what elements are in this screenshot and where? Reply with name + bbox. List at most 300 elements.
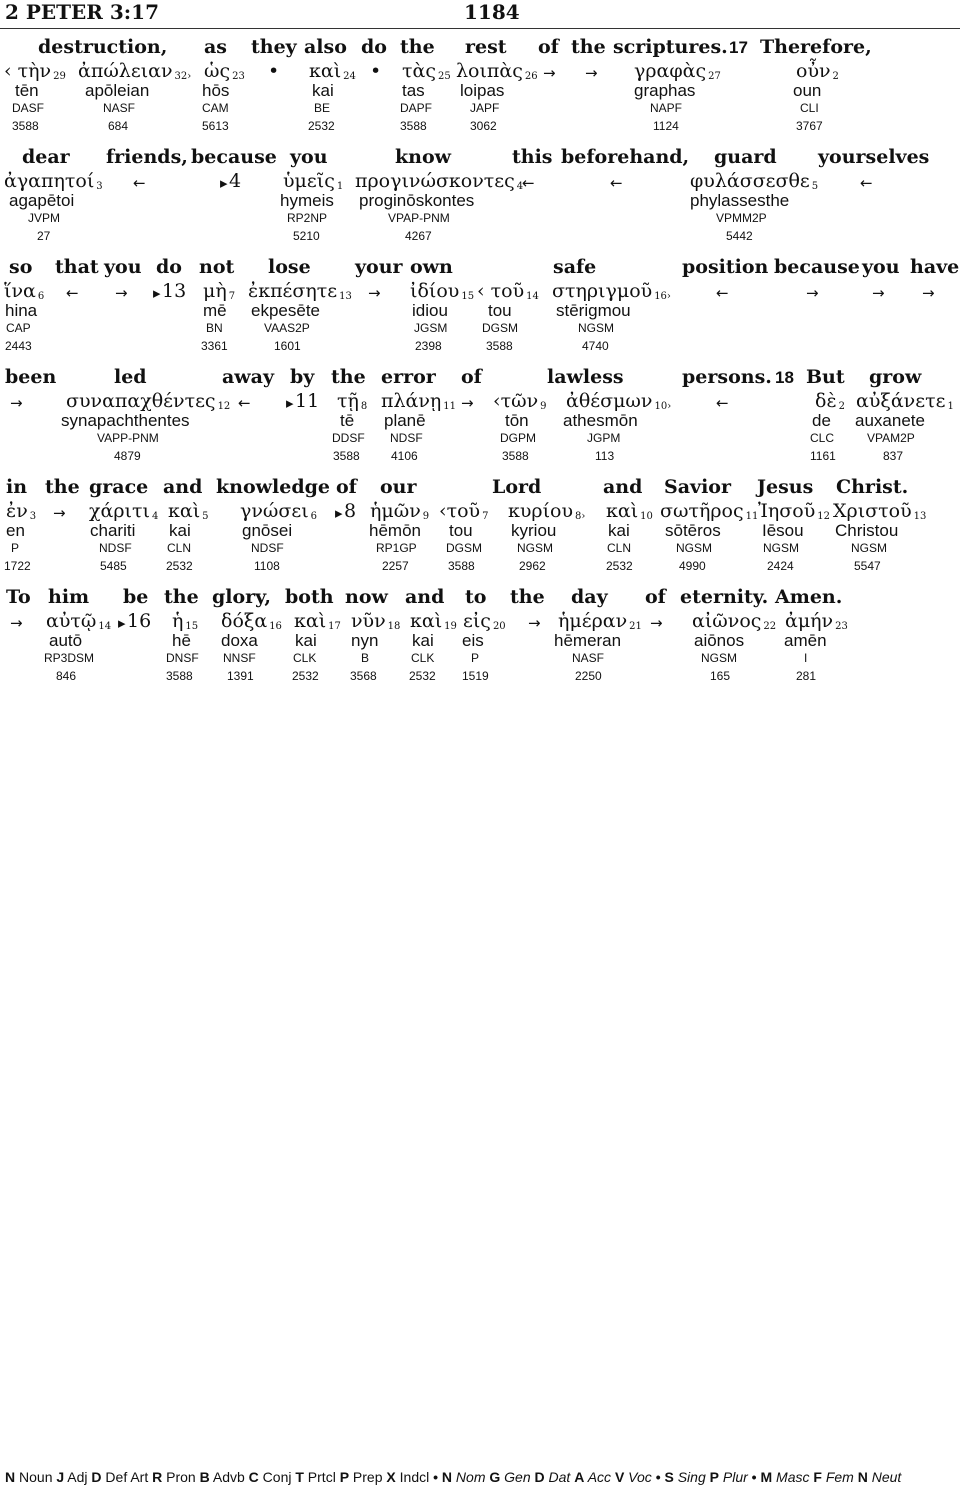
greek-text: προγινώσκοντες xyxy=(355,170,515,192)
legend-key: P xyxy=(709,1469,719,1485)
english-word: you xyxy=(290,146,328,168)
transliteration: synapachthentes xyxy=(61,411,190,430)
greek-text: καὶ xyxy=(606,500,639,522)
english-word: they xyxy=(251,36,297,58)
english-word: scriptures. xyxy=(613,36,728,58)
english-word: position xyxy=(682,256,769,278)
transliteration: doxa xyxy=(221,631,258,650)
greek-word xyxy=(294,610,341,632)
strongs-number: 2250 xyxy=(575,669,602,683)
english-word: this xyxy=(512,146,553,168)
greek-text: ἀπώλειαν xyxy=(78,60,173,82)
strongs-number: 1391 xyxy=(227,669,254,683)
greek-word xyxy=(796,60,839,82)
strongs-number: 1601 xyxy=(274,339,301,353)
english-word: safe xyxy=(553,256,597,278)
transliteration: idiou xyxy=(412,301,448,320)
english-word: by xyxy=(290,366,315,388)
word-order-number: 8 xyxy=(360,401,368,412)
parsing-code: DASF xyxy=(12,101,45,115)
transliteration: eis xyxy=(462,631,484,650)
verse-number: 18 xyxy=(775,368,794,387)
interlinear-row xyxy=(0,256,960,366)
strongs-number: 1722 xyxy=(4,559,31,573)
legend-key: M xyxy=(760,1469,773,1485)
parsing-code: JAPF xyxy=(470,101,500,115)
transliteration: oun xyxy=(793,81,822,100)
legend-key: D xyxy=(534,1469,545,1485)
english-word: of xyxy=(538,36,559,58)
parsing-code: CLC xyxy=(810,431,835,445)
parsing-code: NGSM xyxy=(578,321,614,335)
parsing-code: NASF xyxy=(572,651,605,665)
legend-value: Sing xyxy=(673,1469,706,1485)
word-order-number: 5 xyxy=(202,511,209,522)
word-order-number: 15 xyxy=(185,621,199,632)
greek-text: ἡμέραν xyxy=(558,610,628,632)
strongs-number: 165 xyxy=(710,669,731,683)
parsing-code: DGSM xyxy=(446,541,482,555)
parsing-code: I xyxy=(804,651,808,665)
greek-text: μὴ xyxy=(203,280,227,302)
legend-value: Gen xyxy=(500,1469,531,1485)
parsing-code: JVPM xyxy=(28,211,61,225)
word-order-number: 25 xyxy=(437,71,451,82)
legend-value: Noun xyxy=(15,1469,53,1485)
parsing-code: CLN xyxy=(167,541,192,555)
strongs-number: 2424 xyxy=(767,559,794,573)
greek-text: αἰῶνος xyxy=(692,610,762,632)
parsing-code: VPMM2P xyxy=(716,211,767,225)
parsing-code: NDSF xyxy=(390,431,423,445)
parsing-code: NASF xyxy=(103,101,136,115)
transliteration: loipas xyxy=(460,81,505,100)
greek-word xyxy=(493,390,547,412)
greek-text: • xyxy=(370,60,382,82)
english-word: have xyxy=(910,256,960,278)
transliteration: kai xyxy=(608,521,630,540)
arrow-right-icon: → xyxy=(53,504,66,522)
greek-text: φυλάσσεσθε xyxy=(690,170,810,192)
transliteration: hē xyxy=(172,631,191,650)
transliteration: ekpesēte xyxy=(251,301,320,320)
greek-text: ἵνα xyxy=(4,280,36,302)
english-word: and xyxy=(405,586,445,608)
word-order-number: 11 xyxy=(745,511,759,522)
parsing-code: BE xyxy=(314,101,331,115)
verse-reference: 8 xyxy=(344,500,357,522)
strongs-number: 113 xyxy=(595,449,615,463)
greek-text: νῦν xyxy=(351,610,386,632)
legend-key: • xyxy=(655,1469,661,1485)
marker-icon: ▸ xyxy=(118,614,126,632)
word-order-number: 10› xyxy=(654,401,672,412)
arrow-right-icon: → xyxy=(806,284,819,302)
strongs-number: 2532 xyxy=(292,669,319,683)
arrow-left-icon: ← xyxy=(522,174,535,192)
arrow-left-icon: ← xyxy=(610,174,623,192)
strongs-number: 684 xyxy=(108,119,129,133)
greek-word xyxy=(477,280,539,302)
english-word: him xyxy=(48,586,90,608)
greek-word xyxy=(172,610,198,632)
english-word: so xyxy=(9,256,33,278)
parsing-code: VAPP-PNM xyxy=(97,431,159,445)
verse-reference: 16 xyxy=(127,610,152,632)
greek-text: ‹τοῦ xyxy=(439,500,481,522)
english-word: the xyxy=(164,586,199,608)
transliteration: tou xyxy=(488,301,512,320)
english-word: the xyxy=(571,36,606,58)
legend-value: Prep xyxy=(349,1469,383,1485)
english-word: you xyxy=(862,256,900,278)
legend-key: G xyxy=(489,1469,501,1485)
greek-word xyxy=(439,500,488,522)
english-word: error xyxy=(381,366,436,388)
english-word: now xyxy=(345,586,388,608)
word-order-number: 3 xyxy=(96,181,103,192)
english-word: not xyxy=(199,256,235,278)
strongs-number: 3361 xyxy=(201,339,228,353)
parsing-code: NGSM xyxy=(763,541,799,555)
parsing-code: BN xyxy=(206,321,223,335)
interlinear-row xyxy=(0,366,960,476)
word-order-number: 4 xyxy=(516,181,524,192)
parsing-code: RP2NP xyxy=(287,211,328,225)
greek-text: συναπαχθέντες xyxy=(66,390,216,412)
english-word: Therefore, xyxy=(760,36,872,58)
english-word: in xyxy=(6,476,28,498)
interlinear-row xyxy=(0,586,960,696)
greek-word xyxy=(309,60,356,82)
greek-text: ὡς xyxy=(204,60,231,82)
greek-text: ἀγαπητοί xyxy=(4,170,95,192)
transliteration: auxanete xyxy=(855,411,925,430)
greek-word xyxy=(692,610,776,632)
legend-value: Fem xyxy=(821,1469,854,1485)
english-word: lawless xyxy=(547,366,624,388)
word-order-number: 6 xyxy=(37,291,45,302)
legend-value: Advb xyxy=(209,1469,245,1485)
arrow-right-icon: → xyxy=(543,64,556,82)
parsing-code: NDSF xyxy=(251,541,284,555)
english-word: destruction, xyxy=(38,36,168,58)
greek-word xyxy=(6,500,36,522)
greek-text: κυρίου xyxy=(508,500,574,522)
english-word: grow xyxy=(869,366,922,388)
legend-value: Acc xyxy=(584,1469,612,1485)
english-word: that xyxy=(55,256,99,278)
greek-word xyxy=(402,60,451,82)
interlinear-row xyxy=(0,36,960,146)
greek-word xyxy=(410,610,457,632)
transliteration: chariti xyxy=(90,521,136,540)
english-word: beforehand, xyxy=(561,146,690,168)
strongs-number: 5210 xyxy=(293,229,320,243)
strongs-number: 5613 xyxy=(202,119,229,133)
english-word: eternity. xyxy=(680,586,769,608)
strongs-number: 1108 xyxy=(254,559,280,573)
greek-text: καὶ xyxy=(294,610,327,632)
greek-word xyxy=(203,280,235,302)
transliteration: amēn xyxy=(784,631,827,650)
english-word: know xyxy=(395,146,452,168)
arrow-left-icon: ← xyxy=(238,394,251,412)
verse-reference: 13 xyxy=(162,280,187,302)
greek-word xyxy=(690,170,818,192)
greek-text: Χριστοῦ xyxy=(833,500,912,522)
english-word: Savior xyxy=(664,476,731,498)
word-order-number: 2 xyxy=(838,401,846,412)
transliteration: stērigmou xyxy=(556,301,631,320)
english-word: away xyxy=(222,366,275,388)
greek-word xyxy=(268,60,279,82)
legend-key: P xyxy=(339,1469,350,1485)
legend-key: V xyxy=(614,1469,625,1485)
transliteration: nyn xyxy=(351,631,379,650)
english-word: friends, xyxy=(106,146,188,168)
greek-word xyxy=(856,390,954,412)
legend-key: N xyxy=(441,1469,453,1485)
english-word: be xyxy=(123,586,149,608)
legend-value: Neut xyxy=(867,1469,902,1485)
english-word: as xyxy=(204,36,228,58)
transliteration: phylassesthe xyxy=(690,191,790,210)
greek-word xyxy=(566,390,671,412)
transliteration: hōs xyxy=(202,81,230,100)
word-order-number: 22 xyxy=(763,621,777,632)
arrow-right-icon: → xyxy=(528,614,541,632)
strongs-number: 3588 xyxy=(448,559,475,573)
strongs-number: 5547 xyxy=(854,559,881,573)
english-word: your xyxy=(355,256,403,278)
strongs-number: 2532 xyxy=(166,559,193,573)
legend-key: B xyxy=(199,1469,210,1485)
arrow-right-icon: → xyxy=(10,394,23,412)
arrow-right-icon: → xyxy=(650,614,663,632)
parsing-code: NDSF xyxy=(99,541,132,555)
greek-word xyxy=(78,60,191,82)
greek-word xyxy=(89,500,158,522)
parsing-code: CAP xyxy=(6,321,31,335)
parsing-code: CLI xyxy=(800,101,819,115)
strongs-number: 2443 xyxy=(5,339,32,353)
word-order-number: 5 xyxy=(811,181,819,192)
legend-key: N xyxy=(857,1469,868,1485)
greek-text: γραφὰς xyxy=(634,60,707,82)
word-order-number: 13 xyxy=(339,291,352,302)
word-order-number: 27 xyxy=(708,71,721,82)
legend-key: • xyxy=(433,1469,439,1485)
page-number: 1184 xyxy=(464,0,520,24)
parsing-code: P xyxy=(471,651,480,665)
greek-word xyxy=(558,610,642,632)
legend-value: Dat xyxy=(544,1469,571,1485)
legend-value: Indcl xyxy=(395,1469,430,1485)
transliteration: tēn xyxy=(15,81,39,100)
english-word: Lord xyxy=(492,476,542,498)
greek-text: πλάνῃ xyxy=(381,390,442,412)
word-order-number: 12 xyxy=(817,511,830,522)
english-word: lose xyxy=(268,256,311,278)
greek-text: ὑμεῖς xyxy=(283,170,335,192)
english-word: do xyxy=(361,36,387,58)
parsing-code: NNSF xyxy=(223,651,256,665)
arrow-right-icon: → xyxy=(461,394,474,412)
english-word: rest xyxy=(465,36,507,58)
strongs-number: 3588 xyxy=(502,449,529,463)
strongs-number: 3588 xyxy=(333,449,360,463)
greek-text: αὐξάνετε xyxy=(856,390,946,412)
arrow-right-icon: → xyxy=(922,284,935,302)
english-word: But xyxy=(806,366,845,388)
english-word: persons. xyxy=(682,366,772,388)
transliteration: en xyxy=(6,521,25,540)
greek-word xyxy=(168,500,209,522)
parsing-code: RP3DSM xyxy=(44,651,95,665)
transliteration: tōn xyxy=(505,411,529,430)
greek-word xyxy=(410,280,474,302)
transliteration: hēmōn xyxy=(369,521,421,540)
greek-word xyxy=(4,60,66,82)
parsing-code: DAPF xyxy=(400,101,433,115)
english-word: to xyxy=(465,586,487,608)
parsing-code: DGPM xyxy=(500,431,536,445)
marker-icon: ▸ xyxy=(286,394,294,412)
english-word: also xyxy=(304,36,347,58)
word-order-number: 8› xyxy=(575,511,586,522)
parsing-code: CLK xyxy=(411,651,435,665)
strongs-number: 27 xyxy=(37,229,51,243)
word-order-number: 15 xyxy=(461,291,475,302)
greek-text: τὰς xyxy=(402,60,436,82)
word-order-number: 1 xyxy=(947,401,954,412)
word-order-number: 24 xyxy=(343,71,356,82)
greek-text: αὐτῷ xyxy=(46,610,97,632)
arrow-right-icon: → xyxy=(115,284,128,302)
word-order-number: 4 xyxy=(151,511,159,522)
greek-word xyxy=(833,500,926,522)
legend-value: Nom xyxy=(452,1469,486,1485)
greek-word xyxy=(337,390,367,412)
greek-text: Ἰησοῦ xyxy=(758,500,816,522)
greek-word xyxy=(204,60,245,82)
strongs-number: 2257 xyxy=(382,559,409,573)
word-order-number: 1 xyxy=(336,181,344,192)
transliteration: graphas xyxy=(634,81,696,100)
legend-value: Conj xyxy=(258,1469,292,1485)
word-order-number: 3 xyxy=(29,511,37,522)
parsing-code: B xyxy=(361,651,370,665)
strongs-number: 3588 xyxy=(486,339,513,353)
parsing-code: RP1GP xyxy=(376,541,417,555)
page-header xyxy=(0,0,960,29)
parsing-code: VAAS2P xyxy=(264,321,310,335)
english-word: of xyxy=(645,586,666,608)
transliteration: gnōsei xyxy=(242,521,293,540)
legend-value: Voc xyxy=(624,1469,652,1485)
greek-text: οὖν xyxy=(796,60,831,82)
word-order-number: 17 xyxy=(328,621,341,632)
strongs-number: 1124 xyxy=(653,119,679,133)
parsing-code: CLK xyxy=(293,651,317,665)
english-word: because xyxy=(774,256,860,278)
word-order-number: 21 xyxy=(629,621,642,632)
word-order-number: 23 xyxy=(232,71,245,82)
greek-text: ἐκπέσητε xyxy=(248,280,338,302)
english-word: led xyxy=(114,366,147,388)
strongs-number: 1161 xyxy=(810,449,836,463)
parsing-code: DGSM xyxy=(482,321,518,335)
greek-text: στηριγμοῦ xyxy=(552,280,653,302)
word-order-number: 14 xyxy=(526,291,539,302)
legend-key: X xyxy=(386,1469,396,1485)
transliteration: apōleian xyxy=(85,81,150,100)
transliteration: tē xyxy=(340,411,355,430)
strongs-number: 4990 xyxy=(679,559,706,573)
greek-text: τῇ xyxy=(337,390,359,412)
abbreviation-legend xyxy=(5,1469,901,1485)
arrow-right-icon: → xyxy=(585,64,598,82)
parsing-code: VPAP-PNM xyxy=(388,211,450,225)
arrow-right-icon: → xyxy=(872,284,885,302)
legend-value: Pron xyxy=(162,1469,196,1485)
word-order-number: 26 xyxy=(524,71,538,82)
greek-text: ‹ τὴν xyxy=(4,60,52,82)
greek-text: δὲ xyxy=(815,390,837,412)
legend-key: R xyxy=(152,1469,163,1485)
transliteration: Iēsou xyxy=(762,521,804,540)
transliteration: autō xyxy=(49,631,83,650)
legend-key: D xyxy=(91,1469,102,1485)
greek-text: καὶ xyxy=(168,500,201,522)
english-word: do xyxy=(156,256,182,278)
strongs-number: 281 xyxy=(796,669,817,683)
english-word: glory, xyxy=(212,586,272,608)
greek-word xyxy=(4,170,103,192)
transliteration: tou xyxy=(449,521,473,540)
transliteration: aiōnos xyxy=(694,631,745,650)
english-word: of xyxy=(336,476,357,498)
transliteration: kyriou xyxy=(511,521,557,540)
verse-number: 17 xyxy=(729,38,748,57)
interlinear-row xyxy=(0,146,960,256)
english-word: been xyxy=(5,366,57,388)
english-word: and xyxy=(603,476,643,498)
greek-word xyxy=(4,280,44,302)
greek-text: λοιπὰς xyxy=(456,60,523,82)
strongs-number: 2532 xyxy=(606,559,633,573)
english-word: dear xyxy=(22,146,70,168)
legend-key: A xyxy=(574,1469,585,1485)
transliteration: sōtēros xyxy=(665,521,721,540)
parsing-code: NGSM xyxy=(701,651,737,665)
greek-word xyxy=(463,610,506,632)
greek-word xyxy=(248,280,352,302)
greek-text: καὶ xyxy=(410,610,443,632)
parsing-code: VPAM2P xyxy=(867,431,915,445)
word-order-number: 13 xyxy=(913,511,927,522)
arrow-left-icon: ← xyxy=(716,284,729,302)
verse-reference: 11 xyxy=(295,390,320,412)
strongs-number: 4740 xyxy=(582,339,609,353)
word-order-number: 16 xyxy=(269,621,282,632)
strongs-number: 4267 xyxy=(405,229,432,243)
english-word: yourselves xyxy=(818,146,930,168)
transliteration: kai xyxy=(169,521,191,540)
word-order-number: 7 xyxy=(482,511,489,522)
word-order-number: 2 xyxy=(832,71,839,82)
